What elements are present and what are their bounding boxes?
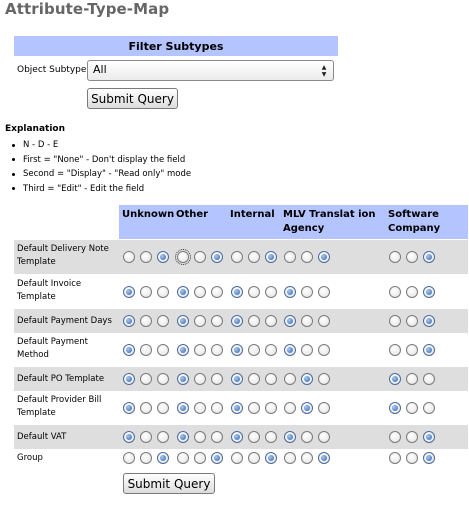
row-label: Default PO Template (17, 373, 105, 384)
page-title: Attribute-Type-Map (5, 0, 170, 18)
radio-option[interactable] (211, 286, 223, 298)
radio-option[interactable] (318, 344, 330, 356)
radio-option[interactable] (157, 373, 169, 385)
table-row (14, 391, 468, 425)
radio-option[interactable] (389, 251, 401, 263)
radio-option[interactable] (423, 315, 435, 327)
object-subtype-value: All (93, 63, 107, 76)
radio-option[interactable] (123, 431, 135, 443)
radio-option[interactable] (123, 344, 135, 356)
radio-option[interactable] (301, 431, 313, 443)
radio-option[interactable] (123, 315, 135, 327)
table-row (14, 309, 468, 333)
radio-option[interactable] (231, 251, 243, 263)
radio-option[interactable] (389, 286, 401, 298)
radio-option[interactable] (248, 251, 260, 263)
radio-option[interactable] (177, 452, 189, 464)
radio-option[interactable] (140, 452, 152, 464)
radio-option[interactable] (318, 315, 330, 327)
radio-option[interactable] (211, 373, 223, 385)
table-row (14, 449, 468, 467)
radio-option[interactable] (177, 251, 189, 263)
radio-option[interactable] (211, 402, 223, 414)
radio-option[interactable] (194, 286, 206, 298)
column-header-unknown: Unknown (122, 209, 175, 220)
radio-option[interactable] (194, 402, 206, 414)
radio-option[interactable] (284, 251, 296, 263)
radio-option[interactable] (177, 373, 189, 385)
radio-option[interactable] (157, 251, 169, 263)
radio-option[interactable] (406, 431, 418, 443)
radio-option[interactable] (231, 431, 243, 443)
radio-option[interactable] (406, 286, 418, 298)
radio-option[interactable] (157, 344, 169, 356)
filter-header: Filter Subtypes (14, 36, 338, 56)
radio-option[interactable] (301, 344, 313, 356)
submit-query-button-bottom[interactable]: Submit Query (123, 473, 215, 494)
radio-option[interactable] (140, 286, 152, 298)
row-label: Default Provider Bill Template (17, 395, 102, 418)
table-row (14, 425, 468, 449)
row-label: Group (17, 452, 43, 463)
radio-option[interactable] (318, 431, 330, 443)
radio-option[interactable] (423, 251, 435, 263)
row-label: Default Payment Method (17, 337, 88, 360)
row-label: Default Invoice Template (17, 279, 82, 302)
radio-option[interactable] (157, 286, 169, 298)
radio-option[interactable] (231, 286, 243, 298)
radio-option[interactable] (284, 286, 296, 298)
table-row (14, 275, 468, 309)
radio-option[interactable] (140, 344, 152, 356)
radio-option[interactable] (248, 452, 260, 464)
radio-option[interactable] (157, 315, 169, 327)
radio-option[interactable] (265, 286, 277, 298)
radio-option[interactable] (194, 251, 206, 263)
radio-option[interactable] (177, 286, 189, 298)
radio-option[interactable] (423, 344, 435, 356)
radio-option[interactable] (389, 452, 401, 464)
radio-option[interactable] (406, 402, 418, 414)
explanation-item: N - D - E (12, 138, 191, 153)
radio-option[interactable] (265, 315, 277, 327)
radio-option[interactable] (423, 431, 435, 443)
radio-option[interactable] (123, 286, 135, 298)
radio-option[interactable] (157, 431, 169, 443)
radio-option[interactable] (265, 402, 277, 414)
radio-option[interactable] (318, 373, 330, 385)
radio-option[interactable] (211, 315, 223, 327)
explanation-title: Explanation (5, 124, 66, 134)
row-label: Default Delivery Note Template (17, 244, 109, 267)
row-label: Default Payment Days (17, 315, 112, 326)
radio-option[interactable] (177, 344, 189, 356)
table-row (14, 367, 468, 391)
radio-option[interactable] (284, 315, 296, 327)
radio-option[interactable] (140, 315, 152, 327)
radio-option[interactable] (301, 452, 313, 464)
radio-option[interactable] (211, 251, 223, 263)
radio-option[interactable] (248, 315, 260, 327)
radio-option[interactable] (265, 344, 277, 356)
radio-option[interactable] (265, 452, 277, 464)
radio-option[interactable] (406, 452, 418, 464)
radio-option[interactable] (389, 373, 401, 385)
radio-option[interactable] (123, 251, 135, 263)
column-header-internal: Internal (230, 209, 275, 220)
radio-option[interactable] (194, 373, 206, 385)
radio-option[interactable] (389, 402, 401, 414)
submit-query-button-top[interactable]: Submit Query (87, 88, 178, 109)
radio-option[interactable] (318, 452, 330, 464)
table-row (14, 333, 468, 367)
column-header-other: Other (176, 209, 209, 220)
radio-option[interactable] (301, 315, 313, 327)
radio-option[interactable] (406, 251, 418, 263)
radio-option[interactable] (284, 431, 296, 443)
row-label: Default VAT (17, 431, 67, 442)
radio-option[interactable] (231, 373, 243, 385)
radio-option[interactable] (318, 286, 330, 298)
radio-option[interactable] (140, 431, 152, 443)
explanation-item: Third = "Edit" - Edit the field (12, 182, 191, 197)
radio-option[interactable] (389, 344, 401, 356)
table-row (14, 240, 468, 274)
radio-option[interactable] (423, 373, 435, 385)
radio-option[interactable] (194, 315, 206, 327)
radio-option[interactable] (140, 251, 152, 263)
radio-option[interactable] (231, 315, 243, 327)
radio-option[interactable] (123, 373, 135, 385)
radio-option[interactable] (284, 452, 296, 464)
radio-option[interactable] (389, 315, 401, 327)
explanation-list (12, 138, 191, 196)
radio-option[interactable] (423, 402, 435, 414)
radio-option[interactable] (211, 344, 223, 356)
radio-option[interactable] (140, 373, 152, 385)
radio-option[interactable] (194, 431, 206, 443)
radio-option[interactable] (157, 452, 169, 464)
radio-option[interactable] (406, 344, 418, 356)
radio-option[interactable] (301, 373, 313, 385)
column-header-mlv-translation-agency: MLV Translat ion Agency (283, 209, 376, 234)
object-subtype-label: Object Subtype (17, 65, 87, 75)
radio-option[interactable] (177, 315, 189, 327)
radio-option[interactable] (248, 402, 260, 414)
radio-option[interactable] (248, 431, 260, 443)
radio-option[interactable] (265, 373, 277, 385)
radio-option[interactable] (231, 452, 243, 464)
radio-option[interactable] (284, 344, 296, 356)
radio-option[interactable] (231, 344, 243, 356)
radio-option[interactable] (177, 402, 189, 414)
radio-option[interactable] (301, 402, 313, 414)
radio-option[interactable] (423, 286, 435, 298)
radio-option[interactable] (140, 402, 152, 414)
radio-option[interactable] (211, 452, 223, 464)
radio-option[interactable] (423, 452, 435, 464)
radio-option[interactable] (265, 431, 277, 443)
radio-option[interactable] (157, 402, 169, 414)
radio-option[interactable] (318, 402, 330, 414)
explanation-item: Second = "Display" - "Read only" mode (12, 167, 191, 182)
radio-option[interactable] (123, 452, 135, 464)
radio-option[interactable] (194, 452, 206, 464)
object-subtype-select[interactable] (87, 60, 334, 81)
radio-option[interactable] (284, 373, 296, 385)
radio-option[interactable] (406, 315, 418, 327)
radio-option[interactable] (318, 251, 330, 263)
column-header-software-company: Software Company (388, 209, 441, 234)
radio-option[interactable] (248, 373, 260, 385)
radio-option[interactable] (406, 373, 418, 385)
radio-option[interactable] (284, 402, 296, 414)
radio-option[interactable] (301, 251, 313, 263)
radio-option[interactable] (301, 286, 313, 298)
radio-option[interactable] (389, 431, 401, 443)
radio-option[interactable] (248, 286, 260, 298)
radio-option[interactable] (194, 344, 206, 356)
radio-option[interactable] (265, 251, 277, 263)
radio-option[interactable] (248, 344, 260, 356)
radio-option[interactable] (123, 402, 135, 414)
select-arrows-icon: ▲ ▼ (321, 63, 327, 78)
radio-option[interactable] (177, 431, 189, 443)
radio-option[interactable] (211, 431, 223, 443)
explanation-item: First = "None" - Don't display the field (12, 153, 191, 168)
radio-option[interactable] (231, 402, 243, 414)
